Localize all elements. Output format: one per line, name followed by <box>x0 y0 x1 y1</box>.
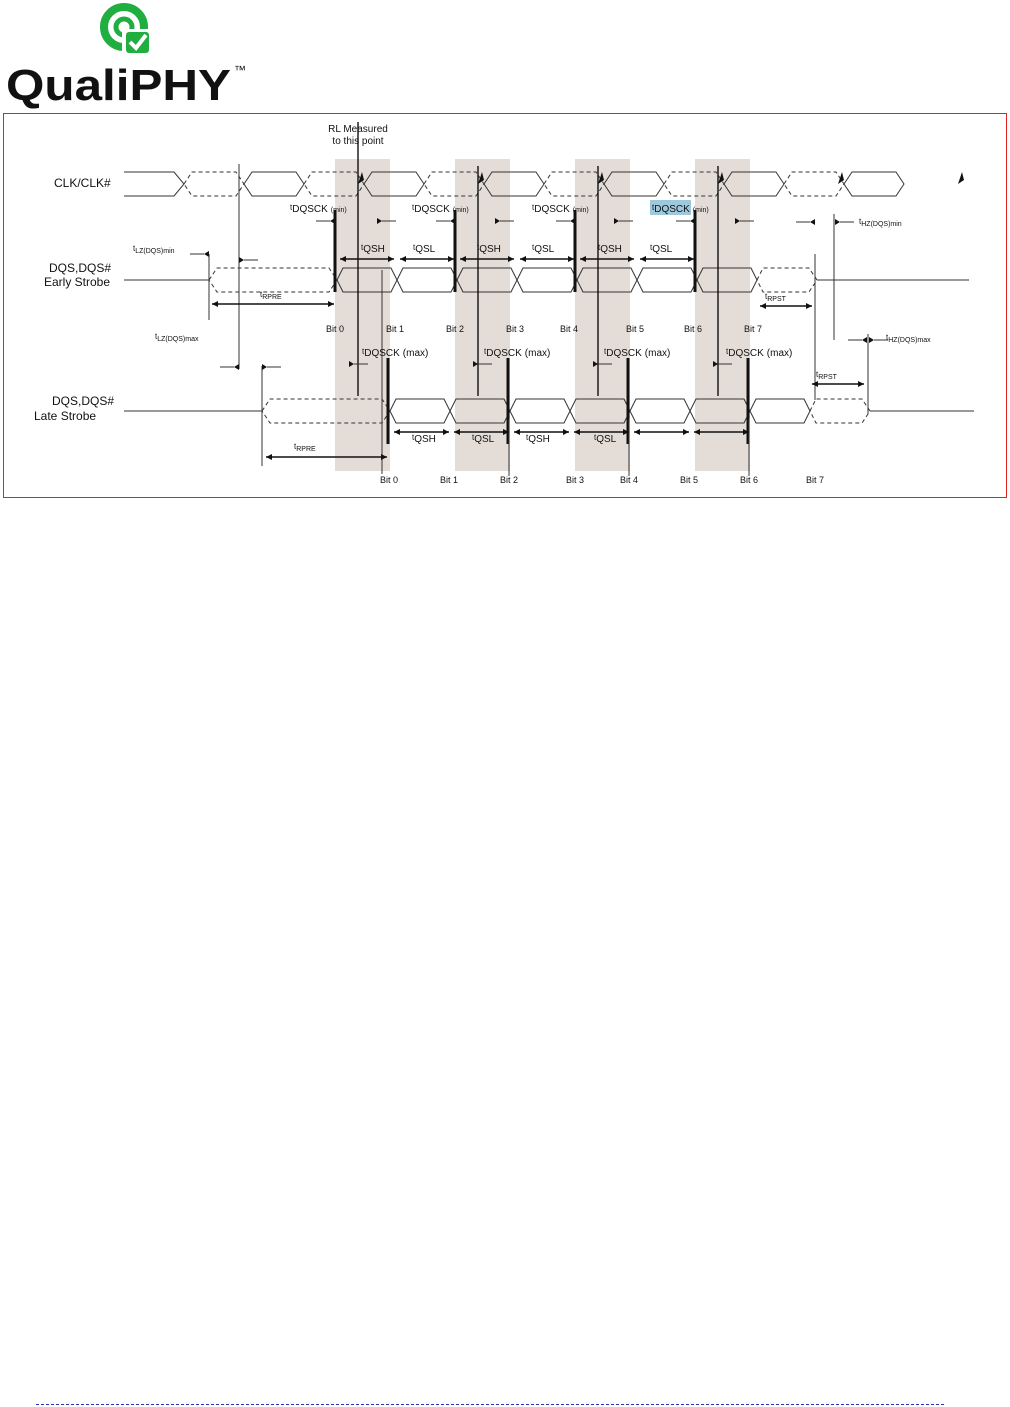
trpst-arrow-head-right <box>858 381 864 387</box>
tqsl-arrow-head-right <box>688 256 694 262</box>
late-bit-cell <box>750 399 810 423</box>
tlz-min-pointer-head <box>239 257 244 263</box>
bit-window-band <box>455 159 510 471</box>
qualiphy-wordmark: QualiPHY <box>6 61 231 110</box>
tlz-min-pointer-head <box>204 251 209 257</box>
tlz-max-pointer-head <box>234 364 239 370</box>
tqsh-late-2: tQSH <box>526 433 550 445</box>
tdqsck-min-label-0: tDQSCK (min) <box>290 203 347 215</box>
trpre-late-label: $t_{RPRE}$ <box>294 442 316 453</box>
late-postamble <box>810 399 870 423</box>
clk-cycle-segment <box>784 172 844 196</box>
late-strobe-label-1: DQS,DQS# <box>52 394 115 408</box>
late-bit-cell <box>510 399 570 423</box>
early-bit-cell <box>397 268 457 292</box>
late-bit-7: Bit 7 <box>806 475 825 485</box>
trpst-arrow-head-right <box>806 303 812 309</box>
tqsl-early-5: tQSL <box>650 243 673 255</box>
trademark-symbol: ™ <box>234 63 246 77</box>
tqsh-early-0: tQSH <box>361 243 385 255</box>
tlz-max-pointer-head <box>262 364 267 370</box>
late-bit-5: Bit 5 <box>680 475 699 485</box>
tqsl-late-1: tQSL <box>472 433 495 445</box>
late-bit-3: Bit 3 <box>566 475 585 485</box>
rl-annotation-line1: RL Measured <box>328 124 388 135</box>
tqsh-arrow-head-left <box>634 429 640 435</box>
trpre-arrow-head-left <box>266 454 272 460</box>
tqsl-arrow-head-right <box>448 256 454 262</box>
early-bit-cell <box>517 268 577 292</box>
early-bit-1: Bit 1 <box>386 324 405 334</box>
tqsl-arrow-head-left <box>400 256 406 262</box>
clk-signal-label: CLK/CLK# <box>54 176 111 190</box>
clk-cycle-segment <box>844 172 904 196</box>
tdqsck-max-label-4: tDQSCK (max) <box>604 347 671 359</box>
late-bit-2: Bit 2 <box>500 475 519 485</box>
qualiphy-logo <box>0 0 260 112</box>
tqsl-late-3: tQSL <box>594 433 617 445</box>
late-bit-6: Bit 6 <box>740 475 759 485</box>
tqsh-arrow-head-right <box>508 256 514 262</box>
early-bit-cell <box>637 268 697 292</box>
tqsh-early-4: tQSH <box>598 243 622 255</box>
rl-annotation-line2: to this point <box>332 136 384 147</box>
tlz-max-label: $t_{LZ(DQS)max}$ <box>155 332 199 343</box>
tdqsck-max-label-6: tDQSCK (max) <box>726 347 793 359</box>
qualiphy-check-icon <box>104 7 152 55</box>
tlz-min-label: $t_{LZ(DQS)min}$ <box>133 244 175 255</box>
trpre-arrow-head-right <box>328 301 334 307</box>
tqsh-arrow-head-left <box>394 429 400 435</box>
late-strobe-label-2: Late Strobe <box>34 409 97 423</box>
tqsh-arrow-head-left <box>514 429 520 435</box>
thz-min-pointer-head <box>810 219 815 225</box>
trpre-arrow-head-left <box>212 301 218 307</box>
early-bit-5: Bit 5 <box>626 324 645 334</box>
timing-diagram-frame <box>3 113 1007 498</box>
early-preamble <box>209 268 337 292</box>
thz-max-pointer-head <box>862 337 867 343</box>
bit-window-band <box>575 159 630 471</box>
tqsh-arrow-head-right <box>683 429 689 435</box>
tqsl-arrow-head-left <box>520 256 526 262</box>
clk-cycle-segment <box>244 172 304 196</box>
early-postamble <box>757 268 817 292</box>
tqsh-arrow-head-right <box>628 256 634 262</box>
late-bit-4: Bit 4 <box>620 475 639 485</box>
tqsh-arrow-head-right <box>388 256 394 262</box>
late-bit-cell <box>390 399 450 423</box>
tdqsck-max-label-0: tDQSCK (max) <box>362 347 429 359</box>
tdqsck-max-label-2: tDQSCK (max) <box>484 347 551 359</box>
tqsl-arrow-head-right <box>568 256 574 262</box>
tqsh-early-2: tQSH <box>477 243 501 255</box>
dqsck-min-pointer-head <box>570 218 575 224</box>
dqs-read-timing-diagram <box>4 114 1008 499</box>
tdqsck-min-label-2: tDQSCK (min) <box>412 203 469 215</box>
early-bit-4: Bit 4 <box>560 324 579 334</box>
trpst-arrow-head-left <box>760 303 766 309</box>
clk-lead-segment <box>124 172 184 196</box>
tqsh-arrow-head-right <box>563 429 569 435</box>
tdqsck-min-label-6: tDQSCK (min) <box>652 203 709 215</box>
early-bit-0: Bit 0 <box>326 324 345 334</box>
early-strobe-label-2: Early Strobe <box>44 275 111 289</box>
clk-edge-marker <box>958 172 964 184</box>
tqsl-arrow-head-left <box>640 256 646 262</box>
tqsl-early-3: tQSL <box>532 243 555 255</box>
late-bit-1: Bit 1 <box>440 475 459 485</box>
early-strobe-label-1: DQS,DQS# <box>49 261 112 275</box>
dqsck-min-pointer-head <box>690 218 695 224</box>
thz-min-label: $t_{HZ(DQS)min}$ <box>859 217 902 228</box>
trpre-early-label: $t_{RPRE}$ <box>260 290 282 301</box>
thz-min-pointer-head <box>835 219 840 225</box>
thz-max-label: $t_{HZ(DQS)max}$ <box>886 333 931 344</box>
tqsl-early-1: tQSL <box>413 243 436 255</box>
early-bit-3: Bit 3 <box>506 324 525 334</box>
tdqsck-min-label-4: tDQSCK (min) <box>532 203 589 215</box>
tqsh-arrow-head-right <box>443 429 449 435</box>
trpst-late-label: $t_{RPST}$ <box>816 370 837 381</box>
bit-window-band <box>695 159 750 471</box>
footer-rule <box>36 1404 944 1405</box>
late-bit-cell <box>630 399 690 423</box>
dqsck-min-pointer-head <box>450 218 455 224</box>
trpst-early-label: $t_{RPST}$ <box>765 292 786 303</box>
tqsh-late-0: tQSH <box>412 433 436 445</box>
early-bit-6: Bit 6 <box>684 324 703 334</box>
late-bit-0: Bit 0 <box>380 475 399 485</box>
clk-cycle-segment <box>184 172 244 196</box>
early-bit-7: Bit 7 <box>744 324 763 334</box>
early-bit-2: Bit 2 <box>446 324 465 334</box>
thz-max-pointer-head <box>869 337 874 343</box>
dqsck-min-pointer-head <box>330 218 335 224</box>
